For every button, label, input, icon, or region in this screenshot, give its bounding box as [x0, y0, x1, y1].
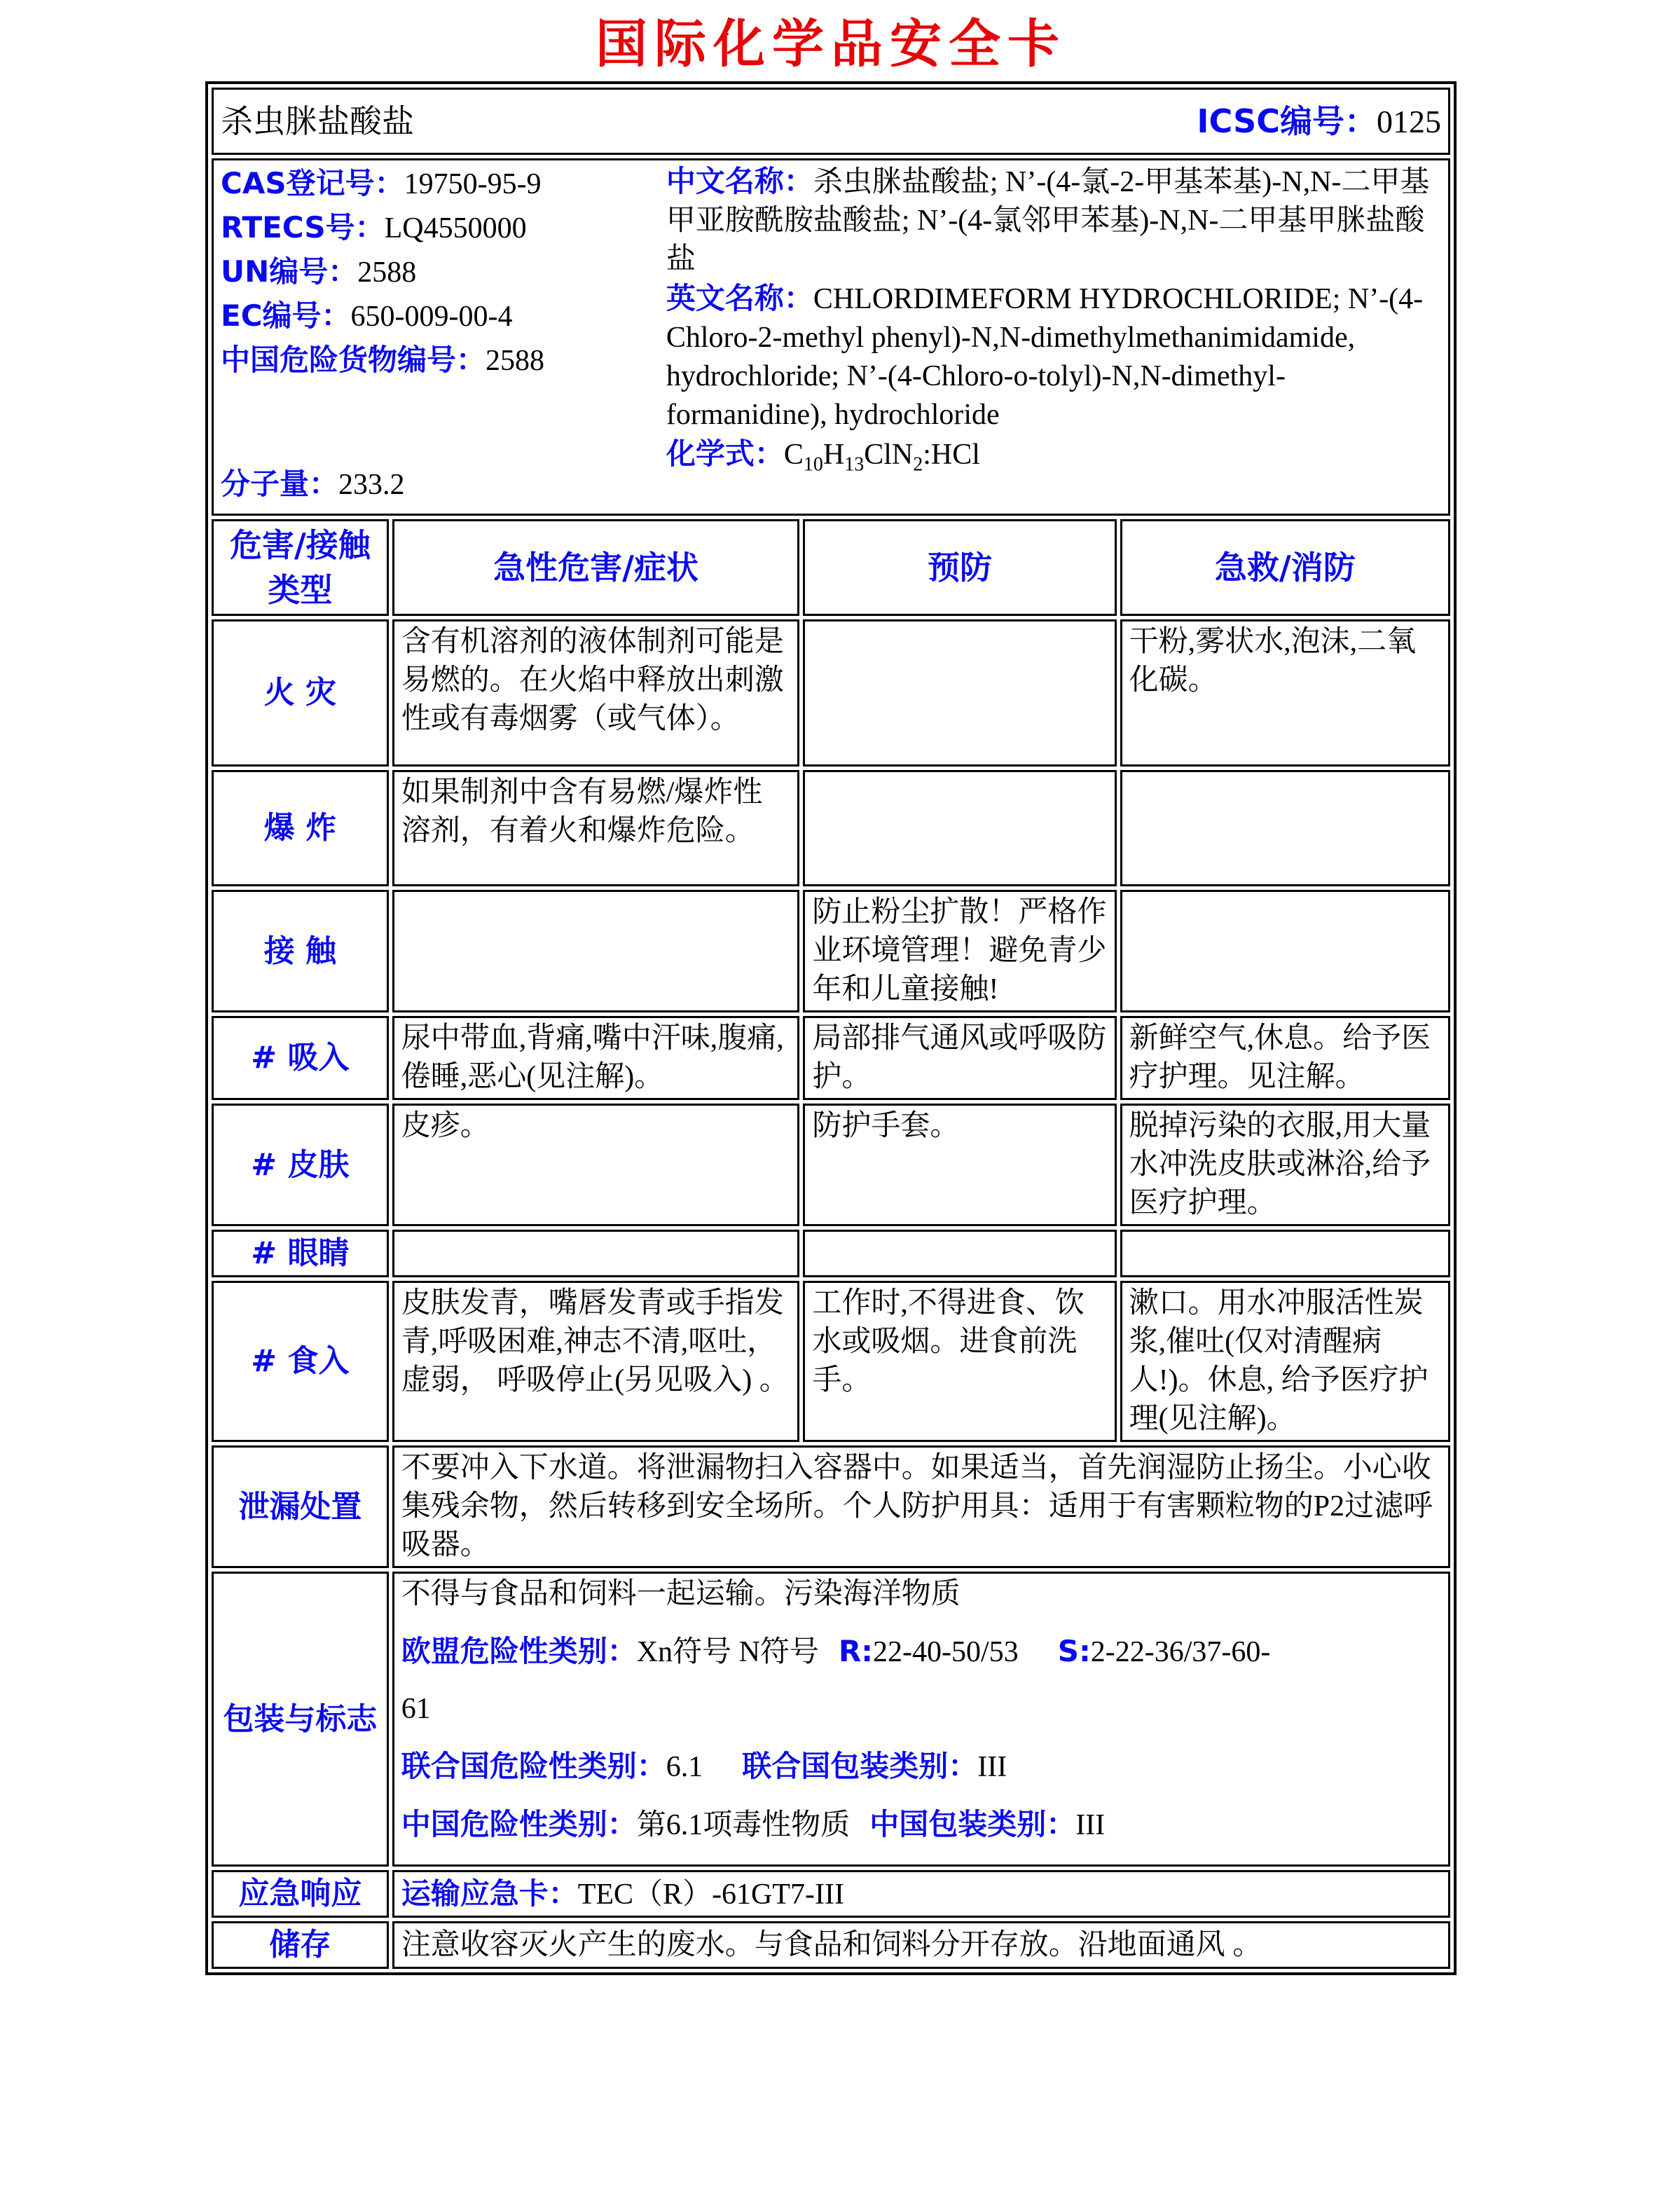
- safety-card-table: [205, 81, 1457, 1975]
- s-phrase-value: 2-22-36/37-60-: [1090, 1636, 1271, 1668]
- fire-firstaid: 干粉,雾状水,泡沫,二氧化碳。: [1120, 619, 1450, 767]
- packaging-cn-line: [401, 1805, 1441, 1845]
- chinese-name-label: 中文名称：: [666, 164, 813, 198]
- header-prevention: 预防: [803, 519, 1116, 616]
- packaging-s-cont: 61: [401, 1693, 431, 1725]
- header-firstaid: 急救/消防: [1120, 519, 1450, 616]
- english-name-line: [666, 279, 1441, 434]
- row-label-ingestion: # 食入: [212, 1281, 389, 1442]
- icsc-label: ICSC编号：: [1197, 102, 1377, 140]
- row-label-spill: 泄漏处置: [212, 1445, 389, 1568]
- header-symptoms: 急性危害/症状: [392, 519, 800, 616]
- eyes-prevention: [803, 1230, 1116, 1277]
- molecular-weight-value: 233.2: [338, 469, 405, 501]
- ec-label: EC编号：: [221, 298, 351, 333]
- table-row-storage: [212, 1921, 1450, 1969]
- row-label-fire: 火 灾: [212, 619, 389, 767]
- fire-prevention: [803, 619, 1116, 767]
- un-class-value: 6.1: [666, 1751, 703, 1783]
- rtecs-label: RTECS号：: [221, 210, 385, 245]
- formula-line: [666, 434, 1441, 474]
- names-block: [666, 162, 1441, 507]
- cn-pack-label: 中国包装类别：: [869, 1807, 1076, 1841]
- explosion-prevention: [803, 770, 1116, 886]
- ec-line: [221, 296, 666, 336]
- r-phrase-value: 22-40-50/53: [873, 1636, 1019, 1668]
- table-row-fire: [212, 619, 1450, 767]
- row-label-packaging: 包装与标志: [212, 1572, 389, 1867]
- cas-label: CAS登记号：: [221, 166, 404, 200]
- table-row-spill: [212, 1445, 1450, 1568]
- formula-label: 化学式：: [666, 437, 784, 471]
- cn-class-value: 第6.1项毒性物质: [636, 1809, 851, 1841]
- substance-title-row: [212, 88, 1450, 155]
- row-label-contact: 接 触: [212, 890, 389, 1012]
- un-value: 2588: [357, 256, 417, 289]
- eu-class-value: Xn符号 N符号: [636, 1636, 819, 1668]
- row-label-inhalation: # 吸入: [212, 1016, 389, 1100]
- ec-value: 650-009-00-4: [350, 301, 513, 333]
- identifier-list: [221, 162, 666, 507]
- packaging-cell: [392, 1572, 1450, 1867]
- chinese-name-line: [666, 162, 1441, 279]
- transport-card-label: 运输应急卡：: [401, 1876, 578, 1911]
- hazard-header-row: [212, 519, 1450, 616]
- cas-line: [221, 164, 666, 204]
- english-name-label: 英文名称：: [666, 281, 813, 315]
- cas-value: 19750-95-9: [404, 168, 542, 200]
- contact-firstaid: [1120, 890, 1450, 1012]
- storage-text: 注意收容灭火产生的废水。与食品和饲料分开存放。沿地面通风 。: [392, 1921, 1450, 1969]
- packaging-transport-note: 不得与食品和饲料一起运输。污染海洋物质: [401, 1578, 961, 1610]
- table-row-contact: [212, 890, 1450, 1012]
- cn-dg-line: [221, 341, 666, 380]
- molecular-weight-line: [221, 465, 666, 504]
- ingestion-firstaid: 漱口。用水冲服活性炭浆,催吐(仅对清醒病人!)。休息, 给予医疗护理(见注解)。: [1120, 1281, 1450, 1442]
- cn-pack-value: III: [1075, 1809, 1106, 1841]
- formula-value: $C_{10}H_{13}ClN_2:HCl$: [783, 439, 980, 476]
- page-title: 国际化学品安全卡: [596, 14, 1066, 74]
- cn-class-label: 中国危险性类别：: [401, 1807, 637, 1841]
- eyes-firstaid: [1120, 1230, 1450, 1277]
- table-row-eyes: [212, 1230, 1450, 1277]
- inhalation-symptoms: 尿中带血,背痛,嘴中汗味,腹痛,倦睡,恶心(见注解)。: [392, 1016, 800, 1100]
- un-pack-label: 联合国包装类别：: [742, 1749, 978, 1783]
- skin-symptoms: 皮疹。: [392, 1104, 800, 1226]
- row-label-storage: 储存: [212, 1921, 389, 1969]
- s-phrase-label: S:: [1057, 1634, 1091, 1668]
- row-label-explosion: 爆 炸: [212, 770, 389, 886]
- transport-card-value: TEC（R）-61GT7-III: [577, 1878, 844, 1911]
- un-line: [221, 252, 666, 292]
- cn-dg-value: 2588: [486, 345, 545, 377]
- skin-prevention: 防护手套。: [803, 1104, 1116, 1226]
- substance-name: 杀虫脒盐酸盐: [221, 103, 414, 139]
- rtecs-line: [221, 208, 666, 248]
- explosion-symptoms: 如果制剂中含有易燃/爆炸性溶剂，有着火和爆炸危险。: [392, 770, 800, 886]
- packaging-un-line: [401, 1747, 1441, 1787]
- un-pack-value: III: [977, 1751, 1007, 1783]
- identifiers-row: [212, 158, 1450, 516]
- emergency-cell: [392, 1870, 1450, 1918]
- inhalation-firstaid: 新鲜空气,休息。给予医疗护理。见注解。: [1120, 1016, 1450, 1100]
- cn-dg-label: 中国危险货物编号：: [221, 343, 486, 377]
- un-label: UN编号：: [221, 254, 358, 289]
- icsc-number-field: [1197, 102, 1441, 141]
- row-label-eyes: # 眼睛: [212, 1230, 389, 1277]
- eu-class-label: 欧盟危险性类别：: [401, 1634, 637, 1668]
- rtecs-value: LQ4550000: [384, 212, 527, 245]
- packaging-eu-line: [401, 1632, 1441, 1672]
- fire-symptoms: 含有机溶剂的液体制剂可能是易燃的。在火焰中释放出刺激性或有毒烟雾（或气体）。: [392, 619, 800, 767]
- table-row-inhalation: [212, 1016, 1450, 1100]
- r-phrase-label: R:: [838, 1634, 874, 1668]
- skin-firstaid: 脱掉污染的衣服,用大量水冲洗皮肤或淋浴,给予医疗护理。: [1120, 1104, 1450, 1226]
- eyes-symptoms: [392, 1230, 800, 1277]
- table-row-skin: [212, 1104, 1450, 1226]
- ingestion-prevention: 工作时,不得进食、饮水或吸烟。进食前洗手。: [803, 1281, 1116, 1442]
- table-row-explosion: [212, 770, 1450, 886]
- row-label-emergency: 应急响应: [212, 1870, 389, 1918]
- table-row-emergency: [212, 1870, 1450, 1918]
- chinese-name-value: 杀虫脒盐酸盐; N’-(4-氯-2-甲基苯基)-N,N-二甲基甲亚胺酰胺盐酸盐; N’-(4-氯邻甲苯基)-N,N-二甲基甲脒盐酸盐: [666, 166, 1430, 275]
- icsc-number: 0125: [1377, 103, 1441, 139]
- spill-text: 不要冲入下水道。将泄漏物扫入容器中。如果适当，首先润湿防止扬尘。小心收集残余物，然后转移到安全场所。个人防护用具：适用于有害颗粒物的P2过滤呼吸器。: [392, 1445, 1450, 1568]
- contact-prevention: 防止粉尘扩散！严格作业环境管理！避免青少年和儿童接触!: [803, 890, 1116, 1012]
- inhalation-prevention: 局部排气通风或呼吸防护。: [803, 1016, 1116, 1100]
- row-label-skin: # 皮肤: [212, 1104, 389, 1226]
- contact-symptoms: [392, 890, 800, 1012]
- table-row-packaging: [212, 1572, 1450, 1867]
- un-class-label: 联合国危险性类别：: [401, 1749, 666, 1783]
- english-name-value: CHLORDIMEFORM HYDROCHLORIDE; N’-(4-Chloro-2-methyl phenyl)-N,N-dimethylmethanimidamide, hydrochloride; N’-(4-Chloro-o-tolyl)-N,N-dimethyl-formanidine), hydrochloride: [666, 283, 1424, 431]
- explosion-firstaid: [1120, 770, 1450, 886]
- ingestion-symptoms: 皮肤发青，嘴唇发青或手指发青,呼吸困难,神志不清,呕吐， 虚弱， 呼吸停止(另见吸入) 。: [392, 1281, 800, 1442]
- header-hazard-type: 危害/接触类型: [212, 519, 389, 616]
- molecular-weight-label: 分子量：: [221, 467, 339, 501]
- table-row-ingestion: [212, 1281, 1450, 1442]
